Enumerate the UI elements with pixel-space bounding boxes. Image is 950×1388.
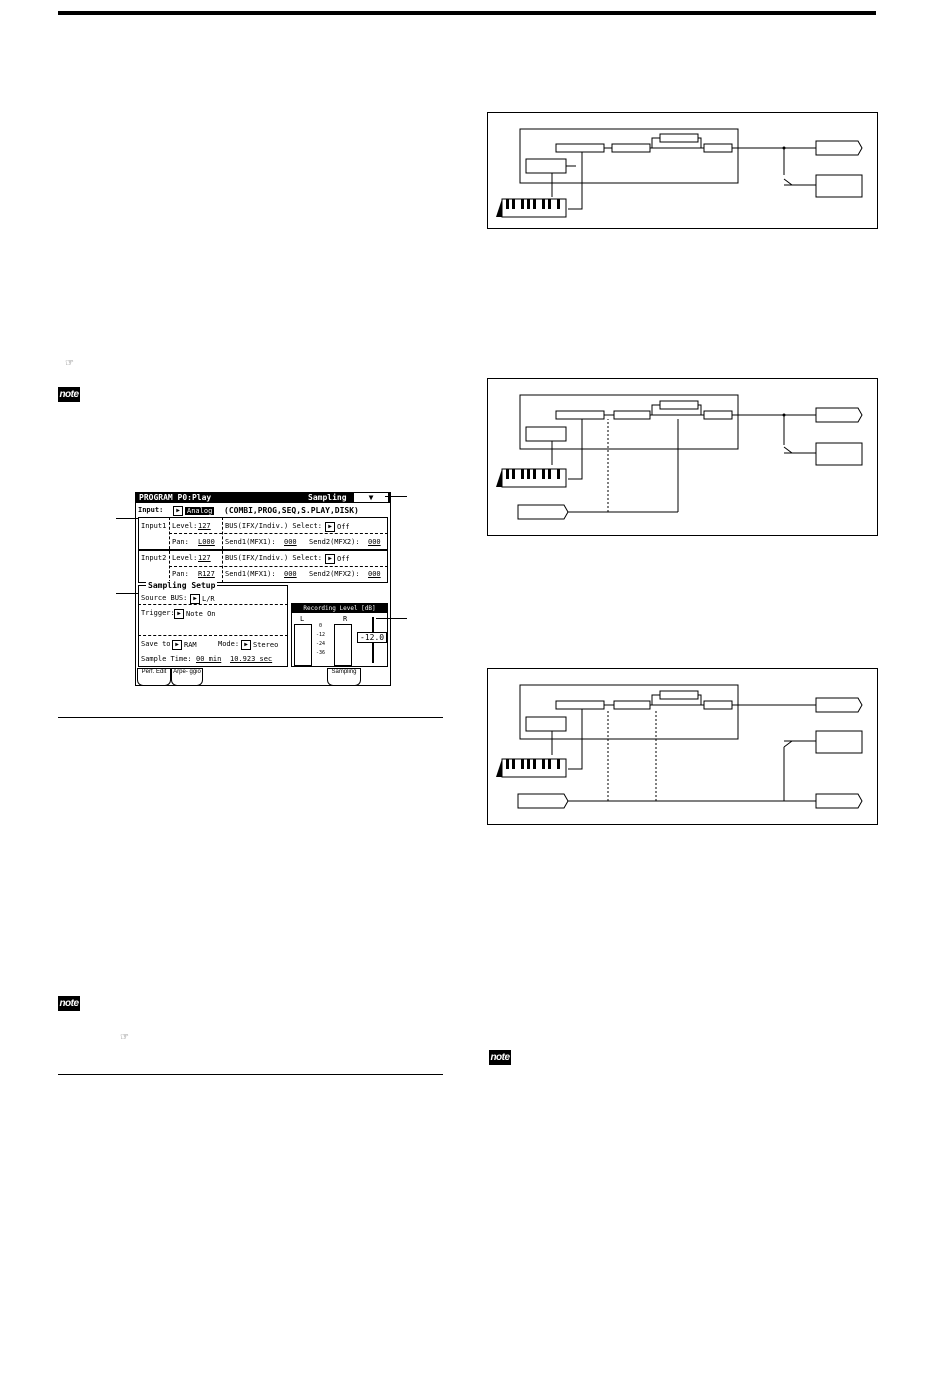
tab-arpeggio[interactable]: Arpe- ggio	[171, 668, 203, 686]
scale-12: -12	[316, 632, 326, 638]
input2-send1[interactable]: 000	[284, 570, 297, 578]
input1-bus-value: Off	[337, 523, 350, 531]
lcd-title-bar	[136, 493, 390, 503]
source-bus-label: Source BUS:	[141, 594, 188, 602]
trigger-label: Trigger:	[141, 609, 175, 617]
sample-time-sec[interactable]: 10.923 sec	[230, 655, 273, 663]
note-icon: note	[490, 1052, 510, 1063]
section-rule	[58, 717, 443, 718]
tab-perf-edit[interactable]: Perf. Edit	[137, 668, 171, 686]
scale-0: 0	[319, 623, 323, 629]
input1-send1-label: Send1(MFX1):	[225, 538, 276, 546]
recording-level-title: Recording Level [dB]	[292, 604, 387, 613]
input-label-text: Input:	[138, 506, 164, 514]
input2-name: Input2	[141, 554, 167, 562]
input1-level[interactable]: 127	[198, 522, 211, 530]
divider	[169, 533, 388, 534]
input2-send2[interactable]: 000	[368, 570, 381, 578]
reference-hand-icon: ☞	[65, 358, 74, 369]
signal-flow-diagram-2	[487, 378, 878, 536]
save-to-label: Save to:	[141, 640, 175, 648]
input1-bus-select[interactable]	[325, 522, 350, 532]
popup-arrow-icon: ▶	[241, 640, 251, 650]
callout-line	[116, 518, 138, 519]
note-icon: note	[59, 389, 79, 400]
input1-pan[interactable]: L000	[198, 538, 215, 546]
note-icon: note	[59, 998, 79, 1009]
mode-select[interactable]	[241, 640, 278, 650]
diagram-1-graphic	[488, 113, 877, 228]
popup-arrow-icon: ▶	[174, 609, 184, 619]
input-label	[138, 506, 163, 515]
source-bus-select[interactable]	[190, 594, 215, 604]
input2-bus-value: Off	[337, 555, 350, 563]
input2-level-label: Level:	[172, 554, 198, 562]
input2-send2-label: Send2(MFX2):	[309, 570, 360, 578]
input1-send2[interactable]: 000	[368, 538, 381, 546]
input-select[interactable]	[173, 506, 214, 516]
popup-arrow-icon: ▶	[172, 640, 182, 650]
section-rule	[58, 1074, 443, 1075]
input2-level[interactable]: 127	[198, 554, 211, 562]
callout-line	[116, 593, 138, 594]
meter-r-label: R	[343, 615, 348, 623]
signal-flow-diagram-1	[487, 112, 878, 229]
scale-24: -24	[316, 641, 326, 647]
popup-arrow-icon: ▶	[325, 554, 335, 564]
input-modes: (COMBI,PROG,SEQ,S.PLAY,DISK)	[224, 506, 359, 515]
input2-bus-select[interactable]	[325, 554, 350, 564]
sample-time-label: Sample Time:	[141, 655, 192, 663]
divider	[138, 635, 288, 636]
divider	[169, 566, 388, 567]
popup-arrow-icon: ▶	[173, 506, 183, 516]
input1-send1[interactable]: 000	[284, 538, 297, 546]
reference-hand-icon: ☞	[120, 1032, 129, 1043]
divider	[138, 604, 288, 605]
top-rule	[58, 11, 876, 15]
meter-l-label: L	[300, 615, 305, 623]
lcd-title: PROGRAM P0:Play	[139, 493, 212, 502]
meter-l	[294, 624, 312, 666]
callout-line	[385, 496, 407, 497]
diagram-3-graphic	[488, 669, 877, 824]
lcd-screen	[135, 492, 391, 686]
popup-arrow-icon: ▶	[325, 522, 335, 532]
input1-bus-label: BUS(IFX/Indiv.) Select:	[225, 522, 322, 530]
input-value: Analog	[187, 507, 213, 515]
lcd-page-name: Sampling	[308, 493, 347, 502]
meter-r	[334, 624, 352, 666]
mode-value: Stereo	[253, 641, 279, 649]
diagram-2-graphic	[488, 379, 877, 535]
sampling-setup-title: Sampling Setup	[148, 581, 216, 590]
trigger-select[interactable]	[174, 609, 216, 619]
source-bus-value: L/R	[202, 595, 215, 603]
input2-pan[interactable]: R127	[198, 570, 215, 578]
tab-sampling[interactable]: Sampling	[327, 668, 361, 686]
save-to-value: RAM	[184, 641, 197, 649]
input1-name: Input1	[141, 522, 167, 530]
input2-pan-label: Pan:	[172, 570, 189, 578]
input1-pan-label: Pan:	[172, 538, 189, 546]
signal-flow-diagram-3	[487, 668, 878, 825]
save-to-select[interactable]	[172, 640, 197, 650]
mode-label: Mode:	[218, 640, 240, 648]
callout-line	[376, 618, 407, 619]
input1-send2-label: Send2(MFX2):	[309, 538, 360, 546]
trigger-value: Note On	[186, 610, 216, 618]
input1-level-label: Level:	[172, 522, 198, 530]
page-menu-button[interactable]: ▼	[354, 493, 388, 502]
scale-36: -36	[316, 650, 326, 656]
recording-level-value[interactable]: -12.0	[357, 632, 387, 643]
sample-time-min[interactable]: 00 min	[196, 655, 222, 663]
input2-bus-label: BUS(IFX/Indiv.) Select:	[225, 554, 322, 562]
popup-arrow-icon: ▶	[190, 594, 200, 604]
input2-send1-label: Send1(MFX1):	[225, 570, 276, 578]
